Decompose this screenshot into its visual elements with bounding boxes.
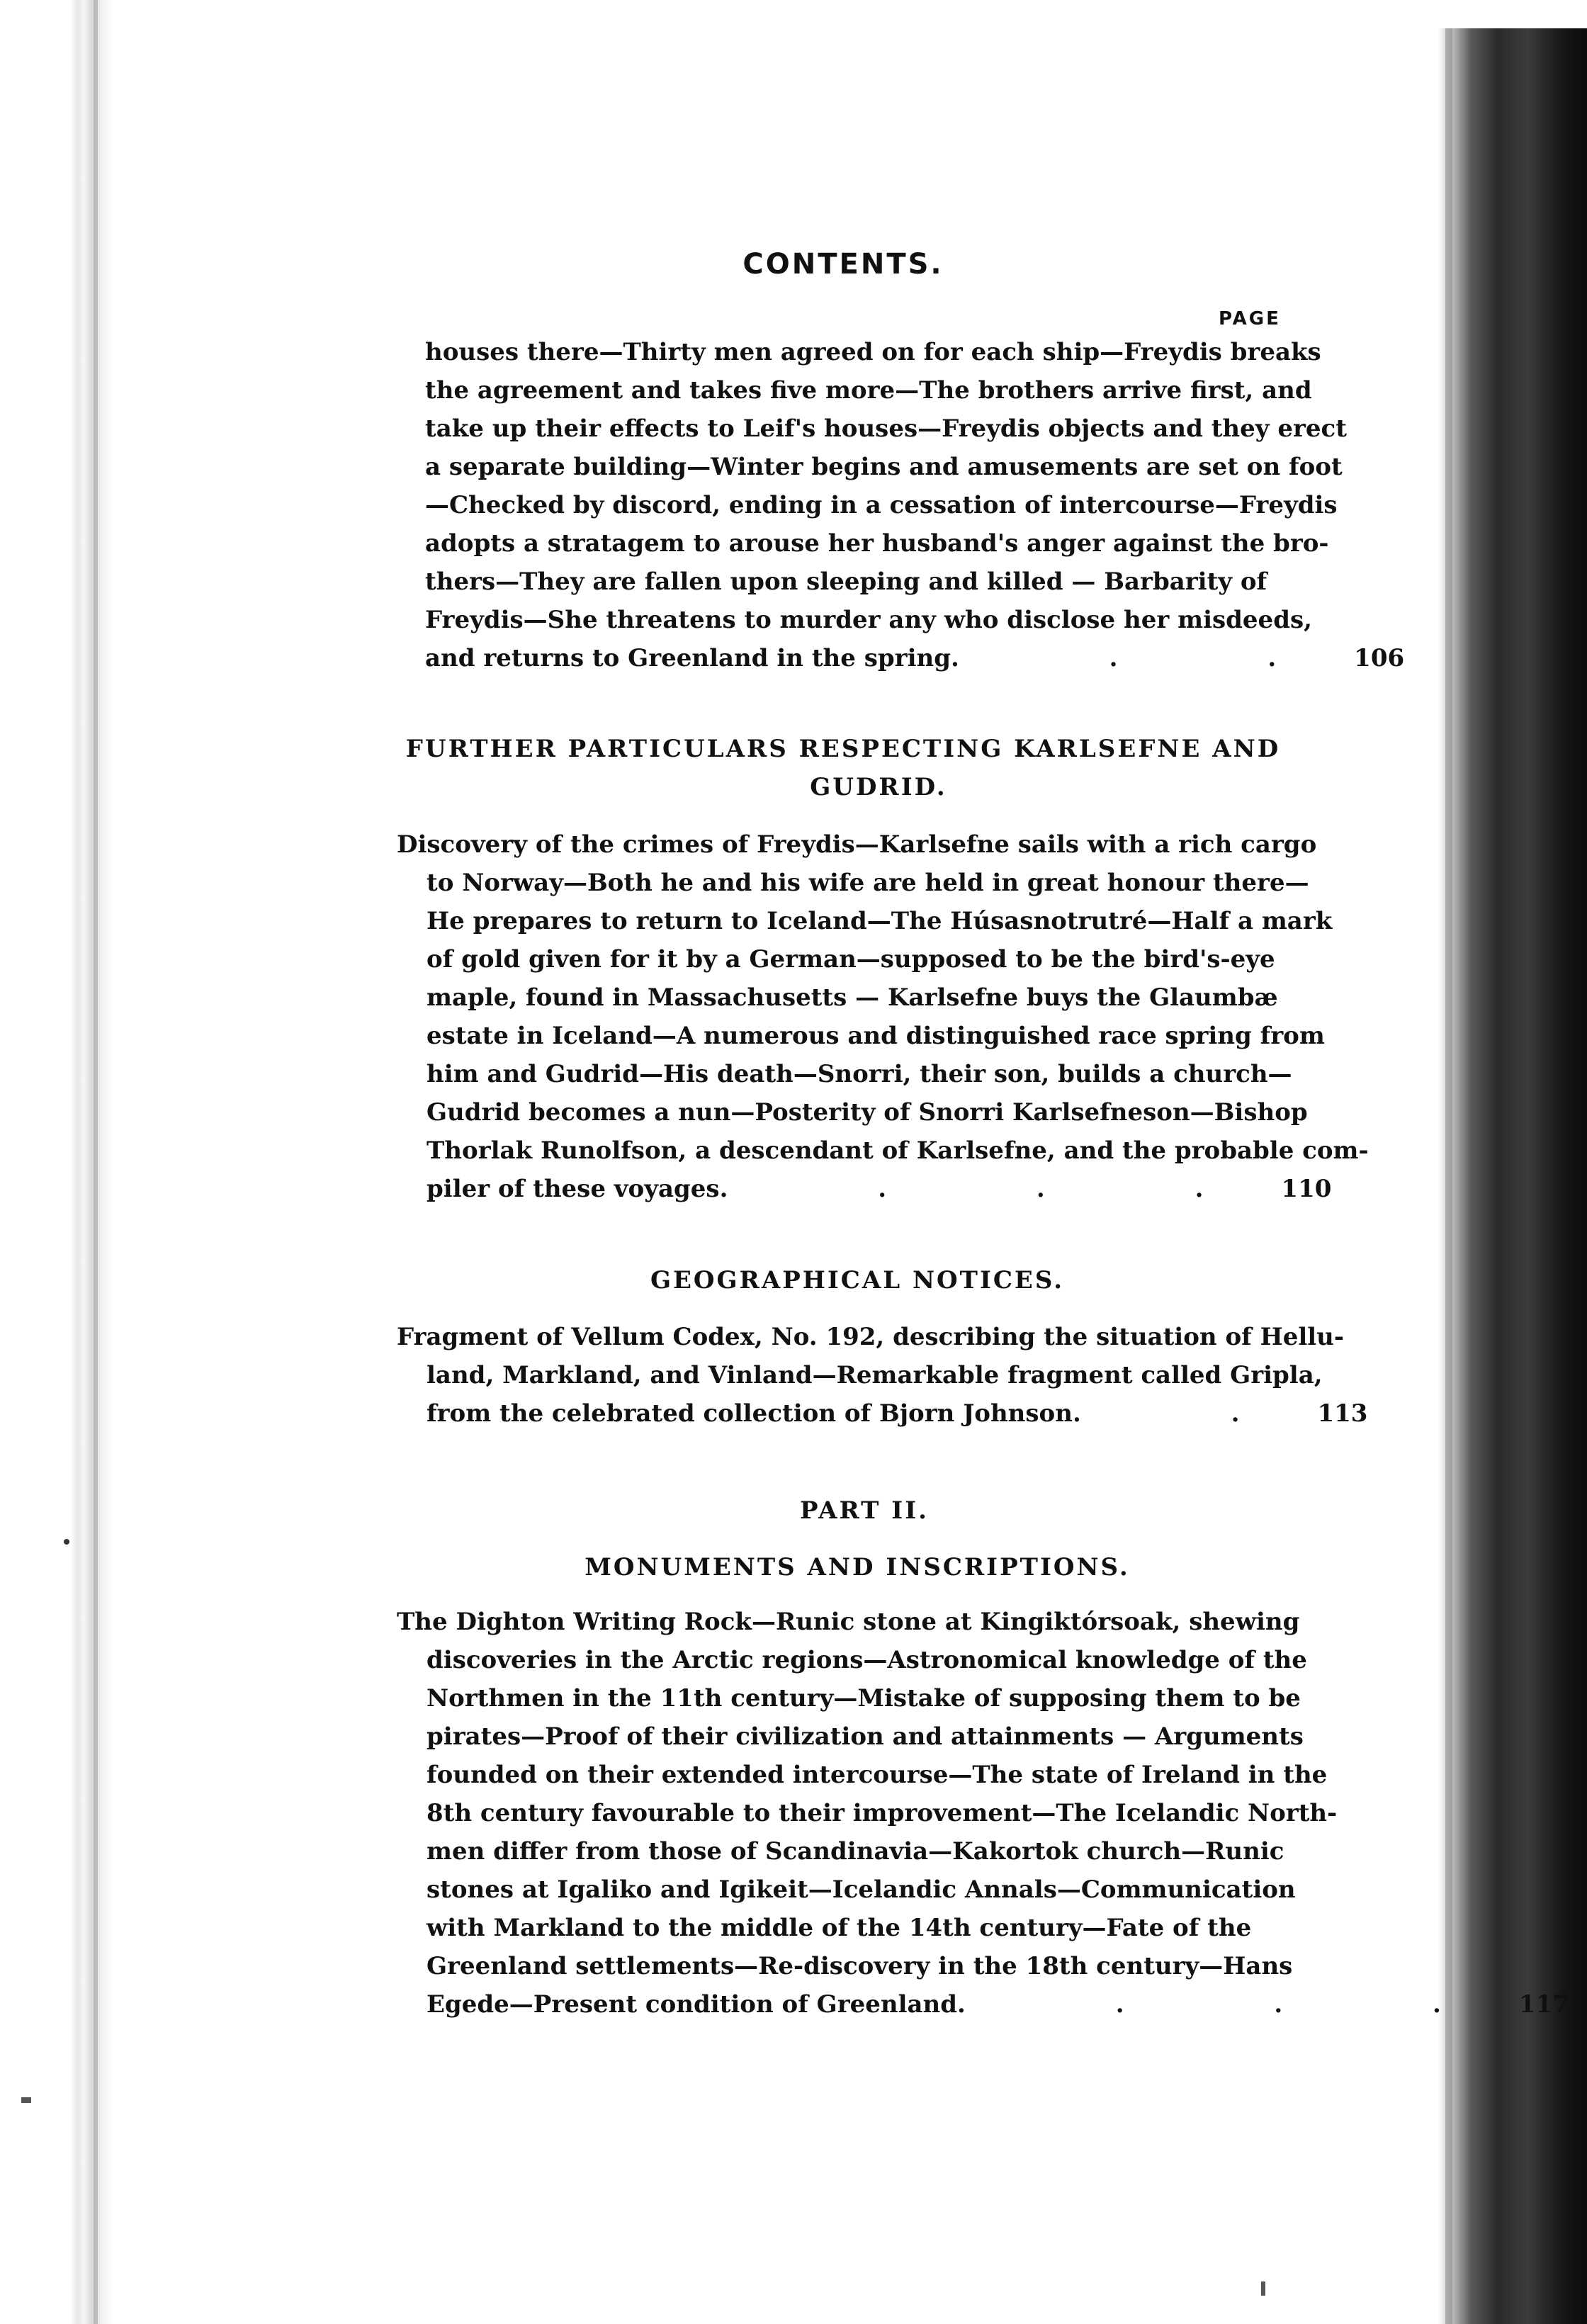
entry-line: the agreement and takes five more—The brothers arrive first, and (425, 376, 1312, 405)
entry-line: Gudrid becomes a nun—Posterity of Snorri Karlsefneson—Bishop (427, 1098, 1308, 1127)
entry-line: from the celebrated collection of Bjorn Johnson (427, 1399, 1073, 1428)
entry-line: 8th century favourable to their improvement—The Icelandic North- (427, 1799, 1338, 1827)
dot-leaders: . . (1072, 1399, 1311, 1428)
dot-leaders: . . . . (957, 1990, 1512, 2019)
entry-line: stones at Igaliko and Igikeit—Icelandic Annals—Communication (427, 1875, 1296, 1904)
entry-line: thers—They are fallen upon sleeping and killed — Barbarity of (425, 568, 1267, 596)
entry-text (397, 1603, 1569, 2024)
page-column-label: PAGE (1219, 308, 1281, 329)
entry-line: take up their effects to Leif's houses—Freydis objects and they erect (425, 414, 1347, 443)
entry-line: with Markland to the middle of the 14th century—Fate of the (427, 1914, 1252, 1942)
page-number: 106 (1354, 644, 1405, 672)
page-binding-line (94, 0, 98, 2324)
entry-line: adopts a stratagem to arouse her husband's anger against the bro- (425, 529, 1329, 558)
entry-line: men differ from those of Scandinavia—Kakortok church—Runic (427, 1837, 1284, 1866)
toc-entry-monuments (397, 1603, 1569, 2024)
part-heading: PART II. (800, 1496, 929, 1525)
page-number: 113 (1317, 1399, 1368, 1428)
section-heading: FURTHER PARTICULARS RESPECTING KARLSEFNE AND (405, 735, 1281, 763)
toc-entry-freydis (425, 333, 1405, 677)
entry-line: estate in Iceland—A numerous and distinguished race spring from (427, 1022, 1325, 1050)
entry-line: him and Gudrid—His death—Snorri, their son, builds a church— (427, 1060, 1292, 1088)
entry-line: Freydis—She threatens to murder any who disclose her misdeeds, (425, 606, 1312, 634)
section-heading: GEOGRAPHICAL NOTICES. (650, 1266, 1065, 1294)
entry-line: houses there—Thirty men agreed on for each ship—Freydis breaks (425, 338, 1321, 366)
page-number: 110 (1281, 1175, 1332, 1203)
entry-line: Greenland settlements—Re-discovery in the 18th century—Hans (427, 1952, 1293, 1980)
entry-line: a separate building—Winter begins and amusements are set on foot (425, 453, 1343, 481)
entry-line: founded on their extended intercourse—The state of Ireland in the (427, 1761, 1328, 1789)
entry-line: to Norway—Both he and his wife are held in great honour there— (427, 869, 1309, 897)
scan-speck (64, 1539, 69, 1545)
section-heading: MONUMENTS AND INSCRIPTIONS. (584, 1553, 1130, 1581)
entry-line: discoveries in the Arctic regions—Astronomical knowledge of the (427, 1646, 1307, 1674)
page-title: CONTENTS. (742, 248, 944, 281)
page-edge-shadow (1438, 28, 1587, 2324)
entry-last-line (397, 1394, 1368, 1433)
entry-line: Fragment of Vellum Codex, No. 192, describing the situation of Hellu- (397, 1323, 1345, 1351)
entry-line: of gold given for it by a German—supposed to be the bird's-eye (427, 945, 1275, 974)
entry-line: piler of these voyages (427, 1175, 720, 1203)
entry-text (425, 333, 1405, 677)
scan-mark (21, 2097, 31, 2103)
entry-line: Egede—Present condition of Greenland (427, 1990, 958, 2019)
section-heading: GUDRID. (810, 773, 947, 801)
dot-leaders: . . . (950, 644, 1348, 672)
page-number: 117 (1518, 1990, 1569, 2019)
scan-mark (1261, 2281, 1265, 2296)
entry-text (397, 825, 1369, 1208)
page-binding-edge (71, 0, 113, 2324)
entry-last-line (397, 1170, 1332, 1208)
entry-line: Discovery of the crimes of Freydis—Karlsefne sails with a rich cargo (397, 830, 1317, 859)
entry-line: land, Markland, and Vinland—Remarkable fragment called Gripla, (427, 1361, 1323, 1389)
entry-line: Thorlak Runolfson, a descendant of Karlsefne, and the probable com- (427, 1136, 1369, 1165)
dot-leaders: . . . . (719, 1175, 1275, 1203)
entry-last-line (397, 1985, 1569, 2024)
entry-line: maple, found in Massachusetts — Karlsefne buys the Glaumbæ (427, 983, 1278, 1012)
entry-line: The Dighton Writing Rock—Runic stone at Kingiktórsoak, shewing (397, 1608, 1300, 1636)
toc-entry-karlsefne (397, 825, 1369, 1208)
entry-line: —Checked by discord, ending in a cessation of intercourse—Freydis (425, 491, 1338, 519)
entry-line: and returns to Greenland in the spring (425, 644, 951, 672)
page-edge-line (1445, 28, 1452, 2324)
toc-entry-geographical (397, 1318, 1368, 1433)
entry-line: Northmen in the 11th century—Mistake of supposing them to be (427, 1684, 1301, 1713)
entry-text (397, 1318, 1368, 1433)
entry-last-line (425, 639, 1405, 677)
entry-line: He prepares to return to Iceland—The Húsasnotrutré—Half a mark (427, 907, 1333, 935)
entry-line: pirates—Proof of their civilization and attainments — Arguments (427, 1722, 1304, 1751)
